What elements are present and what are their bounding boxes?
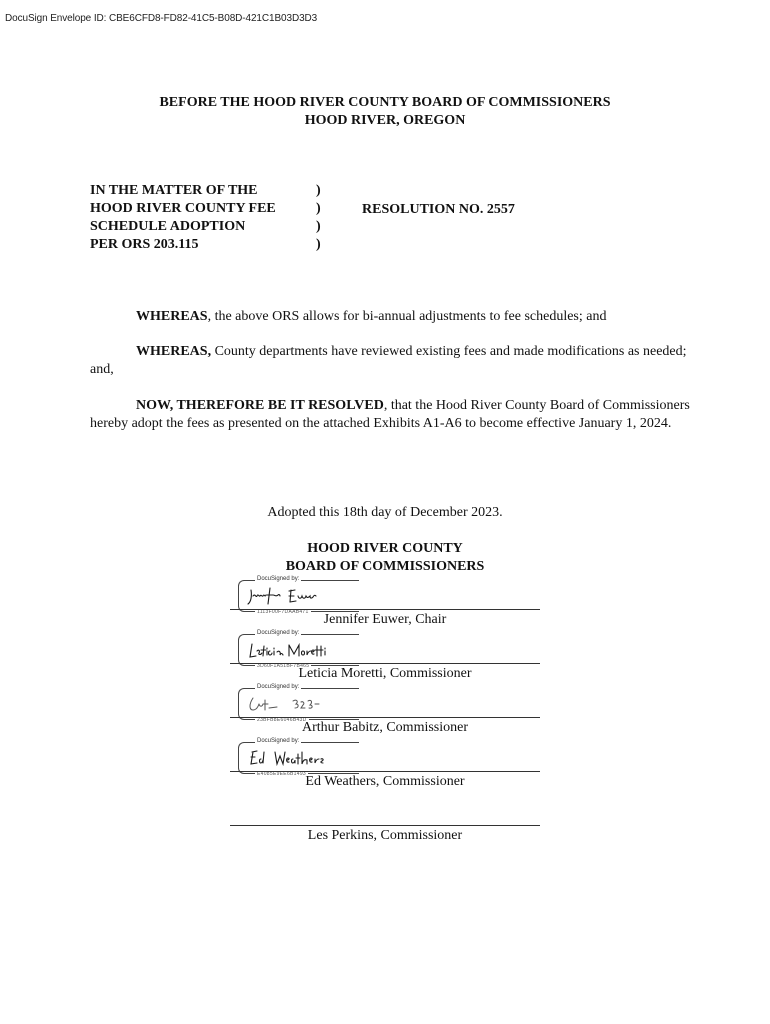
docusign-label: DocuSigned by: xyxy=(257,576,300,582)
signature-line xyxy=(230,771,540,772)
docusign-envelope-id: DocuSign Envelope ID: CBE6CFD8-FD82-41C5-B08D-421C1B03D3D3 xyxy=(5,13,318,24)
docusign-label: DocuSigned by: xyxy=(257,738,300,744)
matter-caption xyxy=(90,182,276,254)
signer-name: Arthur Babitz, Commissioner xyxy=(301,720,469,735)
matter-line: HOOD RIVER COUNTY FEE xyxy=(90,201,276,216)
signer-name: Ed Weathers, Commissioner xyxy=(305,774,465,789)
signature-line xyxy=(230,717,540,718)
paren: ) xyxy=(316,237,321,252)
matter-line: IN THE MATTER OF THE xyxy=(90,183,258,198)
handwritten-signature xyxy=(245,746,355,770)
paragraph-lead: NOW, THEREFORE BE IT RESOLVED xyxy=(136,398,384,413)
docusign-label: DocuSigned by: xyxy=(257,630,300,636)
paragraph-lead: WHEREAS, xyxy=(136,344,212,359)
paragraph-whereas-2 xyxy=(90,343,690,379)
paren: ) xyxy=(316,201,321,216)
signer-name: Les Perkins, Commissioner xyxy=(307,828,463,843)
signer-name: Jennifer Euwer, Chair xyxy=(323,612,447,627)
paragraph-text: , that the Hood River County Board of Commissioners hereby adopt the fees as presented on the attached Exhibits A1-A6 to become effective January 1, 2024. xyxy=(90,398,690,431)
docusign-code: 23BFB8E6046B43D xyxy=(257,717,307,723)
handwritten-signature xyxy=(245,638,355,662)
paragraph-resolved xyxy=(90,397,690,433)
heading-line-1: BEFORE THE HOOD RIVER COUNTY BOARD OF COMMISSIONERS xyxy=(159,95,611,110)
signature-line xyxy=(230,609,540,610)
docusign-stamp xyxy=(238,576,359,615)
docusign-stamp xyxy=(238,684,359,723)
paragraph-text: County departments have reviewed existing fees and made modifications as needed; and, xyxy=(90,344,687,377)
heading-line-2: HOOD RIVER, OREGON xyxy=(304,113,466,128)
signature-line xyxy=(230,663,540,664)
handwritten-signature xyxy=(245,692,355,716)
matter-line: PER ORS 203.115 xyxy=(90,237,199,252)
board-title xyxy=(0,540,770,576)
docusign-code: E4085E9EE6B1493 xyxy=(257,771,306,777)
paragraph-text: , the above ORS allows for bi-annual adjustments to fee schedules; and xyxy=(207,309,607,324)
signature-line xyxy=(230,825,540,826)
paragraph-lead: WHEREAS xyxy=(136,309,208,324)
docusign-stamp xyxy=(238,630,359,669)
resolution-number: RESOLUTION NO. 2557 xyxy=(362,202,515,217)
signer-name: Leticia Moretti, Commissioner xyxy=(298,666,472,681)
board-line-1: HOOD RIVER COUNTY xyxy=(307,541,463,556)
paren: ) xyxy=(316,183,321,198)
matter-line: SCHEDULE ADOPTION xyxy=(90,219,246,234)
board-line-2: BOARD OF COMMISSIONERS xyxy=(285,559,485,574)
docusign-code: 3D60F1A51BF7B465 xyxy=(257,663,310,669)
paragraph-whereas-1 xyxy=(90,308,690,326)
document-heading xyxy=(0,94,770,130)
docusign-label: DocuSigned by: xyxy=(257,684,300,690)
adopted-date: Adopted this 18th day of December 2023. xyxy=(267,505,503,520)
handwritten-signature xyxy=(245,584,355,608)
paren: ) xyxy=(316,219,321,234)
docusign-stamp xyxy=(238,738,359,777)
caption-parentheses xyxy=(316,182,321,254)
docusign-code: 1113F00F7DAAB471 xyxy=(257,609,309,615)
